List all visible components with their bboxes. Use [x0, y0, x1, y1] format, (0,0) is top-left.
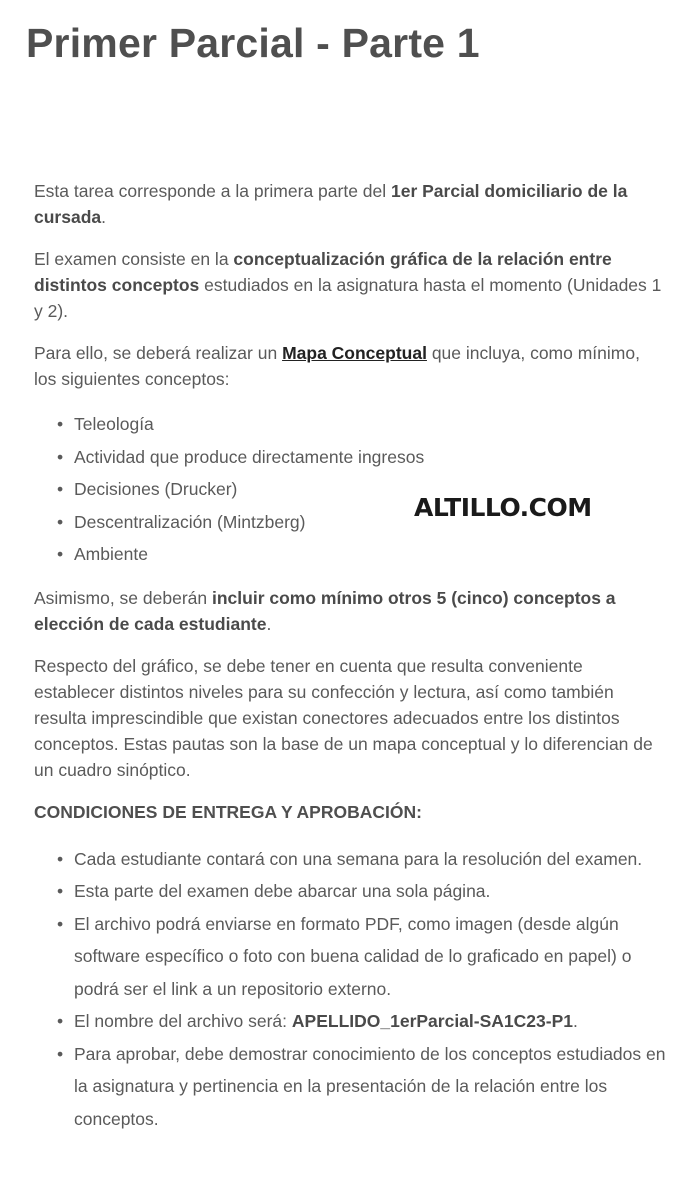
intro-bold: 1er Parcial domiciliario de la cursada	[34, 181, 628, 227]
extra-period: .	[266, 613, 272, 634]
filename-label: El nombre del archivo será:	[74, 1011, 292, 1031]
list-item: • Actividad que produce directamente ingresos	[74, 441, 666, 474]
list-item	[74, 1005, 666, 1038]
extra-bold: incluir como mínimo otros 5 (cinco) conceptos a elección de cada estudiante	[34, 587, 616, 634]
intro-text: estudiados en la asignatura hasta el momento (Unidades 1 y 2).	[34, 275, 662, 321]
extra-paragraph-2: Respecto del gráfico, se debe tener en cuenta que resulta conveniente establecer distintos niveles para su confección y lectura, así como también resulta imprescindible que existan conectores adecuados entre los distintos conceptos. Estas pautas son la base de un mapa conceptual y lo diferencian de un cuadro sinóptico.	[34, 655, 653, 780]
list-item: • El archivo podrá enviarse en formato PDF, como imagen (desde algún software específico o foto con buena calidad de lo graficado en papel) o podrá ser el link a un repositorio externo.	[74, 908, 666, 1006]
assignment-content	[34, 178, 666, 1135]
intro-text: Esta tarea corresponde a la primera parte del	[34, 181, 391, 201]
conditions-list	[34, 843, 666, 1136]
list-item: • Decisiones (Drucker)	[74, 473, 666, 506]
filename-period: .	[572, 1011, 578, 1031]
list-item: • Para aprobar, debe demostrar conocimiento de los conceptos estudiados en la asignatura y pertinencia en la presentación de la relación entre los conceptos.	[74, 1038, 666, 1136]
mapa-conceptual-link[interactable]: Mapa Conceptual	[282, 343, 427, 363]
extra-text: Asimismo, se deberán	[34, 587, 212, 608]
intro-text: que incluya, como mínimo, los siguientes conceptos:	[34, 343, 640, 389]
list-item: • Cada estudiante contará con una semana para la resolución del examen.	[74, 843, 666, 876]
conditions-heading: CONDICIONES DE ENTREGA Y APROBACIÓN:	[34, 801, 422, 822]
page-title: Primer Parcial - Parte 1	[26, 20, 480, 66]
filename-value: APELLIDO_1erParcial-SA1C23-P1	[291, 1011, 573, 1031]
intro-paragraph-3	[34, 340, 666, 392]
list-item: • Descentralización (Mintzberg)	[74, 506, 666, 539]
list-item: • Teleología	[74, 408, 666, 441]
extra-paragraph-1	[34, 585, 666, 637]
watermark: ALTILLO.COM	[414, 493, 592, 522]
intro-bold: conceptualización gráfica de la relación entre distintos conceptos	[34, 249, 612, 295]
intro-paragraph-1	[34, 178, 666, 230]
list-item: • Ambiente	[74, 538, 666, 571]
intro-text: El examen consiste en la	[34, 249, 234, 269]
list-item: • Esta parte del examen debe abarcar una sola página.	[74, 875, 666, 908]
intro-paragraph-2	[34, 246, 666, 324]
intro-period: .	[101, 207, 106, 227]
concepts-list	[34, 408, 666, 571]
intro-text: Para ello, se deberá realizar un	[34, 343, 283, 363]
